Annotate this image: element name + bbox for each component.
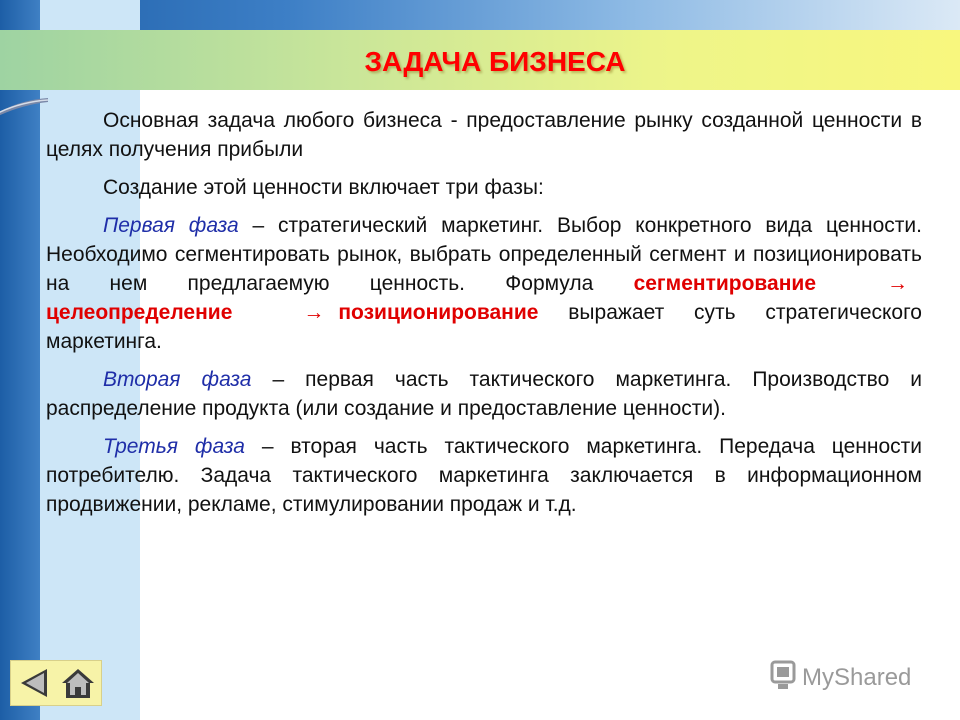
phase-1-label: Первая фаза [103, 214, 239, 237]
phase-2-text: – первая часть тактического маркетинга. Производство и распределение продукта (или создание и предоставление ценности). [46, 368, 922, 420]
home-icon [59, 665, 97, 701]
myshared-watermark [770, 658, 930, 694]
phase-3-paragraph [46, 432, 922, 519]
navigation-panel [10, 660, 102, 706]
phase-3-text: – вторая часть тактического маркетинга. Передача ценности потребителю. Задача тактического маркетинга заключается в информационном продвижении, рекламе, стимулировании продаж и т.д. [46, 435, 922, 516]
phase-1-tail: выражает суть стратегического маркетинга. [46, 301, 922, 353]
phase-1-text: – стратегический маркетинг. Выбор конкретного вида ценности. Необходимо сегментировать рынок, выбрать определенный сегмент и позиционировать на нем предлагаемую ценность. Формула [46, 214, 922, 295]
phase-2-paragraph [46, 365, 922, 423]
swoosh-decoration [0, 96, 50, 118]
slide-title: ЗАДАЧА БИЗНЕСА [364, 46, 626, 77]
watermark-text: MyShared [802, 664, 912, 691]
formula-term-targeting: целеопределение [46, 301, 233, 324]
formula-term-positioning: позиционирование [338, 301, 539, 324]
formula-arrow-icon: → [303, 301, 325, 324]
back-arrow-icon [17, 665, 55, 701]
phase-2-label: Вторая фаза [103, 368, 252, 391]
home-button[interactable] [59, 665, 97, 701]
top-gradient-band [0, 0, 960, 30]
formula-term-segmentation: сегментирование [633, 272, 816, 295]
slide-body [46, 106, 922, 528]
formula-arrow-icon: → [887, 272, 908, 295]
phases-intro: Создание этой ценности включает три фазы: [103, 176, 544, 199]
back-button[interactable] [17, 665, 55, 701]
intro-paragraph: Основная задача любого бизнеса - предоставление рынку созданной ценности в целях получения прибыли [46, 109, 922, 161]
phase-3-label: Третья фаза [103, 435, 245, 458]
phase-1-paragraph [46, 211, 922, 356]
